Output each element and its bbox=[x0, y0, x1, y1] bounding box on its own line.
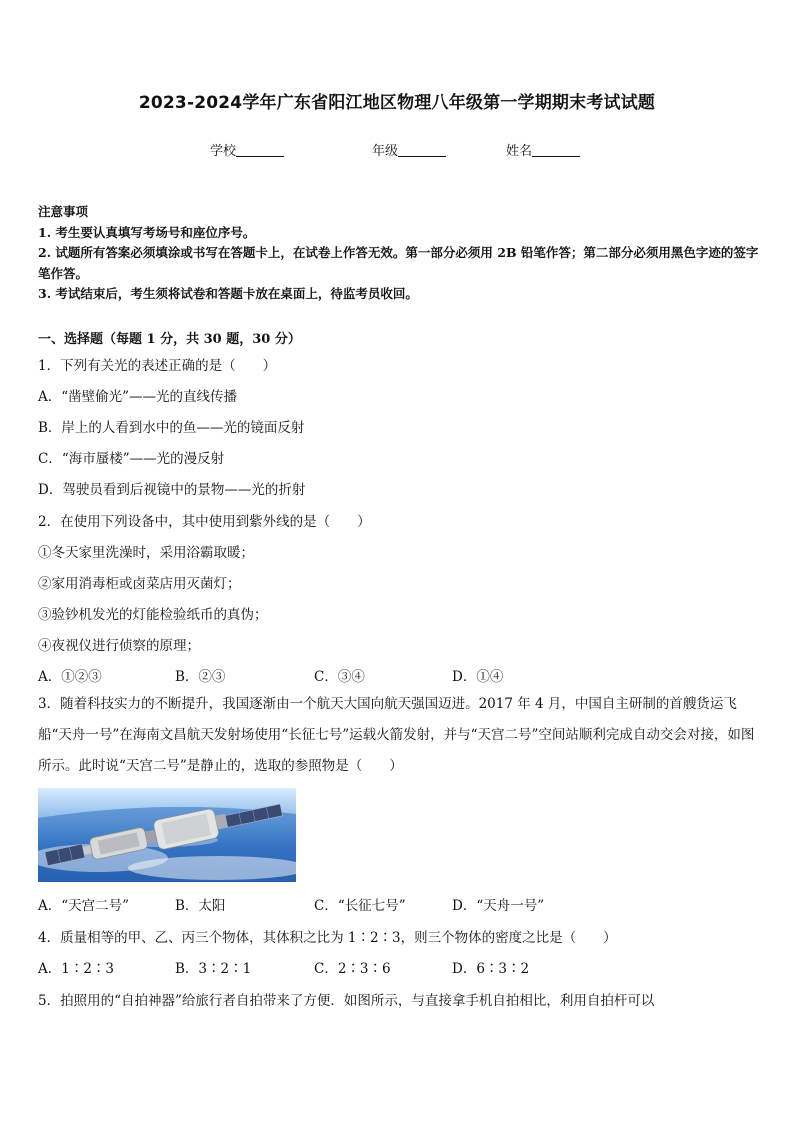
question-2-item-3: ③验钞机发光的灯能检验纸币的真伪； bbox=[38, 607, 268, 623]
grade-label: 年级 bbox=[372, 144, 399, 159]
question-1-option-d: D．驾驶员看到后视镜中的景物——光的折射 bbox=[38, 482, 306, 498]
school-label: 学校 bbox=[210, 144, 237, 159]
name-blank bbox=[532, 143, 580, 157]
space-station-photo bbox=[38, 788, 296, 882]
question-1-stem: 1．下列有关光的表述正确的是（ ） bbox=[38, 358, 277, 374]
question-2-option-c: C．③④ bbox=[314, 669, 365, 685]
notice-item: 1. 考生要认真填写考场号和座位序号。 bbox=[38, 224, 256, 240]
question-1-option-a: A．“凿壁偷光”——光的直线传播 bbox=[38, 389, 238, 405]
question-1-option-c: C．“海市蜃楼”——光的漫反射 bbox=[38, 451, 225, 467]
question-4-option-a: A．1∶2∶3 bbox=[38, 961, 115, 977]
question-5-stem: 5．拍照用的“自拍神器”给旅行者自拍带来了方便．如图所示，与直接拿手机自拍相比，利用自拍杆可以 bbox=[38, 993, 655, 1009]
question-4-option-d: D．6∶3∶2 bbox=[452, 961, 530, 977]
school-field bbox=[210, 140, 284, 159]
question-2-stem: 2．在使用下列设备中，其中使用到紫外线的是（ ） bbox=[38, 514, 371, 530]
question-4-option-c: C．2∶3∶6 bbox=[314, 961, 391, 977]
space-station-illustration bbox=[38, 788, 296, 882]
question-4-option-b: B．3∶2∶1 bbox=[175, 961, 252, 977]
school-blank bbox=[236, 143, 284, 157]
grade-blank bbox=[398, 143, 446, 157]
section-heading: 一、选择题（每题 1 分，共 30 题，30 分） bbox=[38, 332, 301, 347]
notice-item: 3. 考试结束后，考生须将试卷和答题卡放在桌面上，待监考员收回。 bbox=[38, 286, 418, 301]
question-2-option-a: A．①②③ bbox=[38, 669, 102, 685]
notice-item: 2. 试题所有答案必须填涂或书写在答题卡上，在试卷上作答无效。第一部分必须用 2B 铅笔作答；第二部分必须用黑色字迹的签字笔作答。 bbox=[38, 245, 759, 281]
question-2-option-b: B．②③ bbox=[175, 669, 226, 685]
question-3-option-d: D．“天舟一号” bbox=[452, 898, 545, 914]
notice-block bbox=[38, 202, 760, 305]
notice-heading: 注意事项 bbox=[38, 204, 89, 219]
question-2-item-2: ②家用消毒柜或卤菜店用灭菌灯； bbox=[38, 576, 241, 592]
question-4-stem: 4．质量相等的甲、乙、丙三个物体，其体积之比为 1∶2∶3，则三个物体的密度之比是（ ） bbox=[38, 930, 617, 946]
question-2-item-4: ④夜视仪进行侦察的原理； bbox=[38, 638, 200, 654]
question-3-option-b: B．太阳 bbox=[175, 898, 226, 914]
question-2-item-1: ①冬天家里洗澡时，采用浴霸取暖； bbox=[38, 545, 254, 561]
name-field bbox=[506, 140, 580, 159]
question-2-option-d: D．①④ bbox=[452, 669, 504, 685]
page-title: 2023-2024学年广东省阳江地区物理八年级第一学期期末考试试题 bbox=[138, 93, 656, 113]
question-3-option-a: A．“天宫二号” bbox=[38, 898, 130, 914]
question-3-stem: 3．随着科技实力的不断提升，我国逐渐由一个航天大国向航天强国迈进。2017 年 4 月，中国自主研制的首艘货运飞船“天舟一号”在海南文昌航天发射场使用“长征七号”运载火箭发射，并与“天宫二号”空间站顺利完成自动交会对接，如图所示。此时说“天宫二号”是静止的，选取的参照物是（ ） bbox=[38, 696, 755, 774]
name-label: 姓名 bbox=[506, 144, 533, 159]
question-1-option-b: B．岸上的人看到水中的鱼——光的镜面反射 bbox=[38, 420, 305, 436]
question-3-option-c: C．“长征七号” bbox=[314, 898, 406, 914]
grade-field bbox=[372, 140, 446, 159]
